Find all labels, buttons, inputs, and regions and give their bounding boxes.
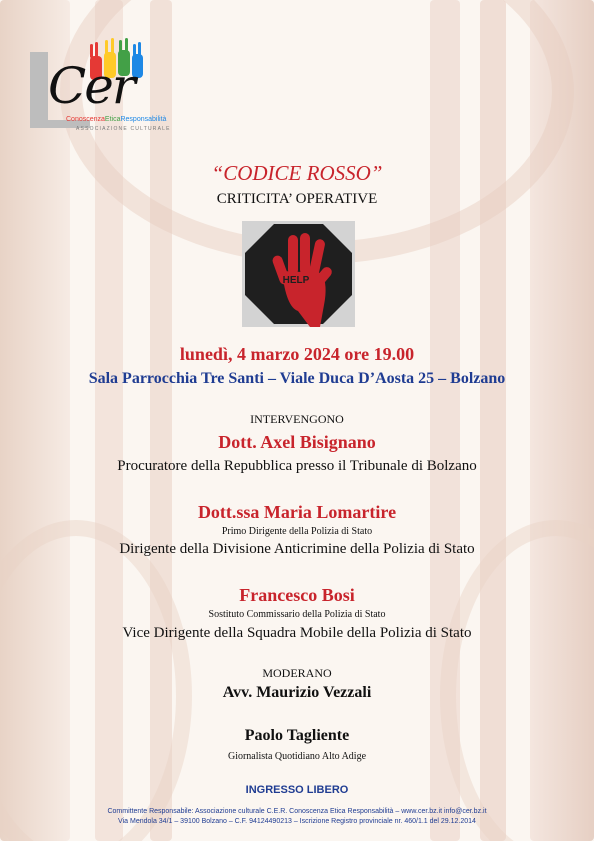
speaker-3-name: Francesco Bosi: [239, 585, 355, 605]
footer-line-2: Via Mendola 34/1 – 39100 Bolzano – C.F. 94124490213 – Iscrizione Registro provinciale nr. 460/1.1 del 29.12.2014: [118, 818, 476, 825]
speaker-1-name: Dott. Axel Bisignano: [218, 432, 376, 452]
entry-label: INGRESSO LIBERO: [245, 784, 349, 796]
logo-sub: ASSOCIAZIONE CULTURALE: [76, 126, 171, 132]
moderator-2-name: Paolo Tagliente: [244, 727, 350, 744]
speaker-1-role: Procuratore della Repubblica presso il Tribunale di Bolzano: [117, 458, 477, 474]
speaker-3-role: Vice Dirigente della Squadra Mobile della Polizia di Stato: [122, 625, 472, 641]
logo-word-3: Responsabilità: [120, 116, 167, 123]
help-image: [242, 221, 355, 327]
event-date: lunedì, 4 marzo 2024 ore 19.00: [179, 344, 415, 364]
footer-line-1: Committente Responsabile: Associazione culturale C.E.R. Conoscenza Etica Responsabilità – www.cer.bz.it info@cer.bz.it: [107, 808, 487, 815]
help-text: HELP: [282, 275, 310, 286]
moderator-1-name: Avv. Maurizio Vezzali: [222, 684, 372, 701]
logo-frame: [30, 52, 48, 128]
speaker-2-name: Dott.ssa Maria Lomartire: [197, 502, 397, 522]
logo-letters: Cer: [48, 57, 134, 115]
logo-tagline: [66, 116, 166, 123]
logo-word-2: Etica: [104, 116, 121, 123]
moderators-header: MODERANO: [262, 666, 332, 680]
title: “CODICE ROSSO”: [211, 161, 383, 185]
event-place: Sala Parrocchia Tre Santi – Viale Duca D’Aosta 25 – Bolzano: [88, 370, 506, 387]
speaker-2-title: Primo Dirigente della Polizia di Stato: [221, 526, 373, 537]
subtitle: CRITICITA’ OPERATIVE: [216, 191, 378, 207]
speaker-2-role: Dirigente della Divisione Anticrimine della Polizia di Stato: [119, 541, 475, 557]
speaker-3-title: Sostituto Commissario della Polizia di Stato: [208, 609, 386, 620]
speakers-header: INTERVENGONO: [250, 412, 344, 426]
logo-word-1: Conoscenza: [66, 116, 105, 123]
stop-hand-icon: [242, 221, 355, 327]
cer-logo: [30, 38, 190, 136]
moderator-2-title: Giornalista Quotidiano Alto Adige: [227, 751, 367, 762]
